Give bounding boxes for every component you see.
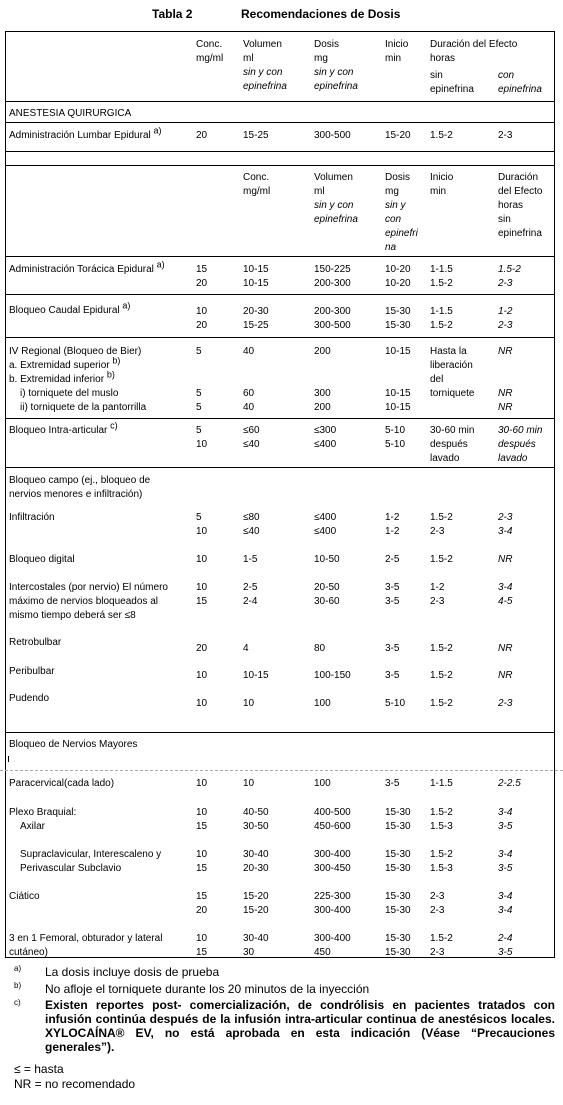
row-label: Intercostales (por nervio) El número máximo de nervios bloqueados al mismo tiempo deberá ser ≤8 [9, 582, 168, 621]
cell-inicio: 10-20 10-20 [385, 264, 411, 289]
cell-dosis: 100 [314, 698, 331, 709]
cell-sin: 1.5-2 1.5-3 [430, 849, 453, 874]
row-label: Infiltración [9, 512, 55, 523]
cell-con: NR [498, 346, 513, 357]
row-label: 3 en 1 Femoral, obturador y lateral cutáneo) [9, 933, 163, 958]
cell-sin: 1-2 2-3 [430, 582, 445, 607]
cell-dosis: ≤400 ≤400 [314, 512, 337, 537]
rule [5, 337, 555, 338]
cell-sin: 30-60 min después lavado [430, 425, 475, 464]
cell-vol: 10 [243, 778, 255, 789]
rule [5, 151, 555, 152]
cell-sin: 1-1.5 1.5-2 [430, 306, 453, 331]
cell-dosis: 200 [314, 402, 331, 413]
rule [5, 418, 555, 419]
cell-inicio: 5-10 5-10 [385, 425, 406, 450]
table-number: Tabla 2 [152, 7, 193, 21]
col-con-header: con epinefrina [498, 70, 542, 95]
cell-conc: 10 15 [196, 933, 208, 958]
cell-sin: 1.5-2 [430, 554, 453, 565]
cell-dosis: 80 [314, 643, 326, 654]
cell-con: NR [498, 402, 513, 413]
cell-vol: 1-5 [243, 554, 258, 565]
cell-dosis: 100 [314, 778, 331, 789]
row-label: Administración Torácica Epidural a) [9, 259, 165, 275]
rule [5, 467, 555, 468]
rule [5, 165, 555, 166]
cell-conc: 10 15 [196, 849, 208, 874]
cell-sin: 2-3 2-3 [430, 891, 445, 916]
cell-sin: 1.5-2 [430, 698, 453, 709]
cell-inicio: 3-5 [385, 670, 400, 681]
cell-inicio: 3-5 [385, 778, 400, 789]
col-conc-header: Conc. mg/ml [196, 39, 224, 64]
cell-dosis: 100-150 [314, 670, 351, 681]
rule [5, 122, 555, 123]
cell-conc: 15 20 [196, 891, 208, 916]
cell-conc: 15 20 [196, 264, 208, 289]
cell-vol: 60 [243, 388, 255, 399]
footnote-nr: NR = no recomendado [14, 1077, 136, 1091]
col-duracion-header: Duración del Efecto horas [430, 39, 518, 64]
col2-inicio-header: Inicio min [430, 172, 454, 197]
cell-conc: 5 [196, 346, 202, 357]
cell-sin: Hasta la liberación del torniquete [430, 346, 475, 399]
cell-con: 30-60 min después lavado [498, 425, 543, 464]
footnote-le: ≤ = hasta [14, 1062, 64, 1076]
cell-conc: 10 20 [196, 306, 208, 331]
cell-inicio: 15-30 15-30 [385, 891, 411, 916]
row-label: IV Regional (Bloqueo de Bier) [9, 346, 142, 357]
cell-sin: 1.5-2 2-3 [430, 933, 453, 958]
cell-conc: 20 [196, 130, 208, 141]
cell-dosis: 300-500 [314, 130, 351, 141]
cell-con: NR [498, 554, 513, 565]
cell-con: 2-4 3-5 [498, 933, 513, 958]
cell-vol: 40 [243, 402, 255, 413]
cell-conc: 5 10 [196, 425, 208, 450]
cell-con: 2-3 3-4 [498, 512, 513, 537]
cell-inicio: 15-30 15-30 [385, 306, 411, 331]
rule [5, 294, 555, 295]
cell-conc: 10 [196, 778, 208, 789]
cell-inicio: 15-30 [385, 807, 411, 818]
row-label: Ciático [9, 891, 40, 902]
cell-dosis: 450-600 [314, 821, 351, 832]
cell-dosis: 300 [314, 388, 331, 399]
cell-dosis: 300-400 300-450 [314, 849, 351, 874]
cell-conc: 10 [196, 554, 208, 565]
row-label: Retrobulbar [9, 637, 62, 648]
col2-volumen-header: Volumen ml sin y con epinefrina [314, 172, 358, 225]
cell-conc: 5 10 [196, 512, 208, 537]
row-label: Bloqueo Caudal Epidural a) [9, 300, 131, 316]
col-volumen-header: Volumen ml sin y con epinefrina [243, 39, 287, 92]
row-label: a. Extremidad superior b) [9, 355, 121, 371]
cell-vol: 15-20 15-20 [243, 891, 269, 916]
cell-vol: ≤80 ≤40 [243, 512, 260, 537]
cell-inicio: 10-15 [385, 346, 411, 357]
cell-inicio: 2-5 [385, 554, 400, 565]
row-label: Administración Lumbar Epidural a) [9, 125, 162, 141]
cell-sin: 1.5-2 2-3 [430, 512, 453, 537]
cell-con: 3-4 4-5 [498, 582, 513, 607]
col-dosis-header: Dosis mg sin y con epinefrina [314, 39, 358, 92]
cell-con: 2-2.5 [498, 778, 521, 789]
cell-vol: 2-5 2-4 [243, 582, 258, 607]
cell-inicio: 3-5 3-5 [385, 582, 400, 607]
cell-vol: 10 [243, 698, 255, 709]
cell-inicio: 15-30 15-30 [385, 849, 411, 874]
rule [5, 256, 555, 257]
footnote-c-mark: c) [14, 998, 21, 1007]
cell-vol: 10-15 10-15 [243, 264, 269, 289]
col2-dosis-header: Dosis mg sin y con epinefri na [385, 172, 418, 253]
cell-con: 3-4 [498, 807, 513, 818]
cell-inicio: 15-30 15-30 [385, 933, 411, 958]
cell-inicio: 3-5 [385, 643, 400, 654]
cell-conc: 10 15 [196, 582, 208, 607]
cell-dosis: ≤300 ≤400 [314, 425, 337, 450]
row-label: Pudendo [9, 693, 50, 704]
row-label: Peribulbar [9, 666, 55, 677]
row-label: Axilar [20, 821, 46, 832]
cell-sin: 1.5-3 [430, 821, 453, 832]
footnote-a: La dosis incluye dosis de prueba [45, 965, 220, 979]
section-anestesia-quirurgica: ANESTESIA QUIRURGICA [9, 108, 132, 119]
cell-conc: 10 [196, 670, 208, 681]
footnote-b-mark: b) [14, 981, 22, 990]
cell-vol: 40-50 [243, 807, 269, 818]
cell-sin: 1-1.5 1.5-2 [430, 264, 453, 289]
row-label: Bloqueo Intra-articular c) [9, 420, 118, 436]
cell-conc: 5 [196, 388, 202, 399]
cell-con: 1-2 2-3 [498, 306, 513, 331]
cell-conc: 10 [196, 807, 208, 818]
row-label: b. Extremidad inferior b) [9, 369, 115, 385]
col-sin-header: sin epinefrina [430, 70, 474, 95]
cell-dosis: 20-50 30-60 [314, 582, 340, 607]
cell-con: 1.5-2 2-3 [498, 264, 521, 289]
cell-sin: 1.5-2 [430, 643, 453, 654]
footnote-a-mark: a) [14, 964, 22, 973]
col2-conc-header: Conc. mg/ml [243, 172, 271, 197]
cell-dosis: 200-300 300-500 [314, 306, 351, 331]
cell-conc: 20 [196, 643, 208, 654]
cell-con: NR [498, 643, 513, 654]
cell-con: 2-3 [498, 698, 513, 709]
cell-sin: 1.5-2 [430, 807, 453, 818]
cell-vol: 10-15 [243, 670, 269, 681]
cell-vol: 30-40 30 [243, 933, 269, 958]
cell-conc: 5 [196, 402, 202, 413]
row-label: i) torniquete del muslo [20, 388, 119, 399]
cell-dosis: 400-500 [314, 807, 351, 818]
cell-inicio: 5-10 [385, 698, 406, 709]
cell-inicio: 15-30 [385, 821, 411, 832]
cell-sin: 1.5-2 [430, 670, 453, 681]
footnote-b: No afloje el torniquete durante los 20 minutos de la inyección [45, 982, 370, 996]
row-label: Plexo Braquial: [9, 807, 77, 818]
row-label: Bloqueo digital [9, 554, 75, 565]
cell-vol: 15-25 [243, 130, 269, 141]
cell-vol: ≤60 ≤40 [243, 425, 260, 450]
cell-con: 3-5 [498, 821, 513, 832]
cell-con: 2-3 [498, 130, 513, 141]
stray-mark [8, 756, 9, 762]
cell-dosis: 150-225 200-300 [314, 264, 351, 289]
section-nervios-mayores: Bloqueo de Nervios Mayores [9, 739, 138, 750]
row-label: ii) torniquete de la pantorrilla [20, 402, 147, 413]
rule [5, 732, 555, 733]
row-label: Paracervical(cada lado) [9, 778, 115, 789]
cell-vol: 40 [243, 346, 255, 357]
cell-con: NR [498, 388, 513, 399]
cell-conc: 15 [196, 821, 208, 832]
cell-inicio: 10-15 [385, 388, 411, 399]
cell-sin: 1.5-2 [430, 130, 453, 141]
row-label: Supraclavicular, Interescaleno y Perivascular Subclavio [20, 849, 162, 874]
col-inicio-header: Inicio min [385, 39, 409, 64]
cell-con: NR [498, 670, 513, 681]
cell-inicio: 15-20 [385, 130, 411, 141]
cell-dosis: 300-400 450 [314, 933, 351, 958]
cell-conc: 10 [196, 698, 208, 709]
cell-con: 3-4 3-5 [498, 849, 513, 874]
cell-inicio: 1-2 1-2 [385, 512, 400, 537]
col2-duracion-header: Duración del Efecto horas sin epinefrina [498, 172, 543, 239]
cell-vol: 4 [243, 643, 249, 654]
cell-dosis: 225-300 300-400 [314, 891, 351, 916]
cell-inicio: 10-15 [385, 402, 411, 413]
cell-vol: 30-50 [243, 821, 269, 832]
cell-vol: 30-40 20-30 [243, 849, 269, 874]
cell-sin: 1-1.5 [430, 778, 453, 789]
footnote-c: Existen reportes post- comercialización, de condrólisis en pacientes tratados con infusión continúa después de la infusión intra-articular continua de anestésicos locales. XYLOCAÍNA® EV, no está aprobada en esta indicación (Véase “Precauciones generales”). [45, 998, 555, 1054]
cell-dosis: 10-50 [314, 554, 340, 565]
cell-dosis: 200 [314, 346, 331, 357]
cell-vol: 20-30 15-25 [243, 306, 269, 331]
section-bloqueo-campo: Bloqueo campo (ej., bloqueo de nervios menores e infiltración) [9, 475, 151, 500]
table-title: Recomendaciones de Dosis [241, 7, 401, 21]
page-break-line [0, 770, 563, 772]
cell-con: 3-4 3-4 [498, 891, 513, 916]
rule [5, 101, 555, 102]
